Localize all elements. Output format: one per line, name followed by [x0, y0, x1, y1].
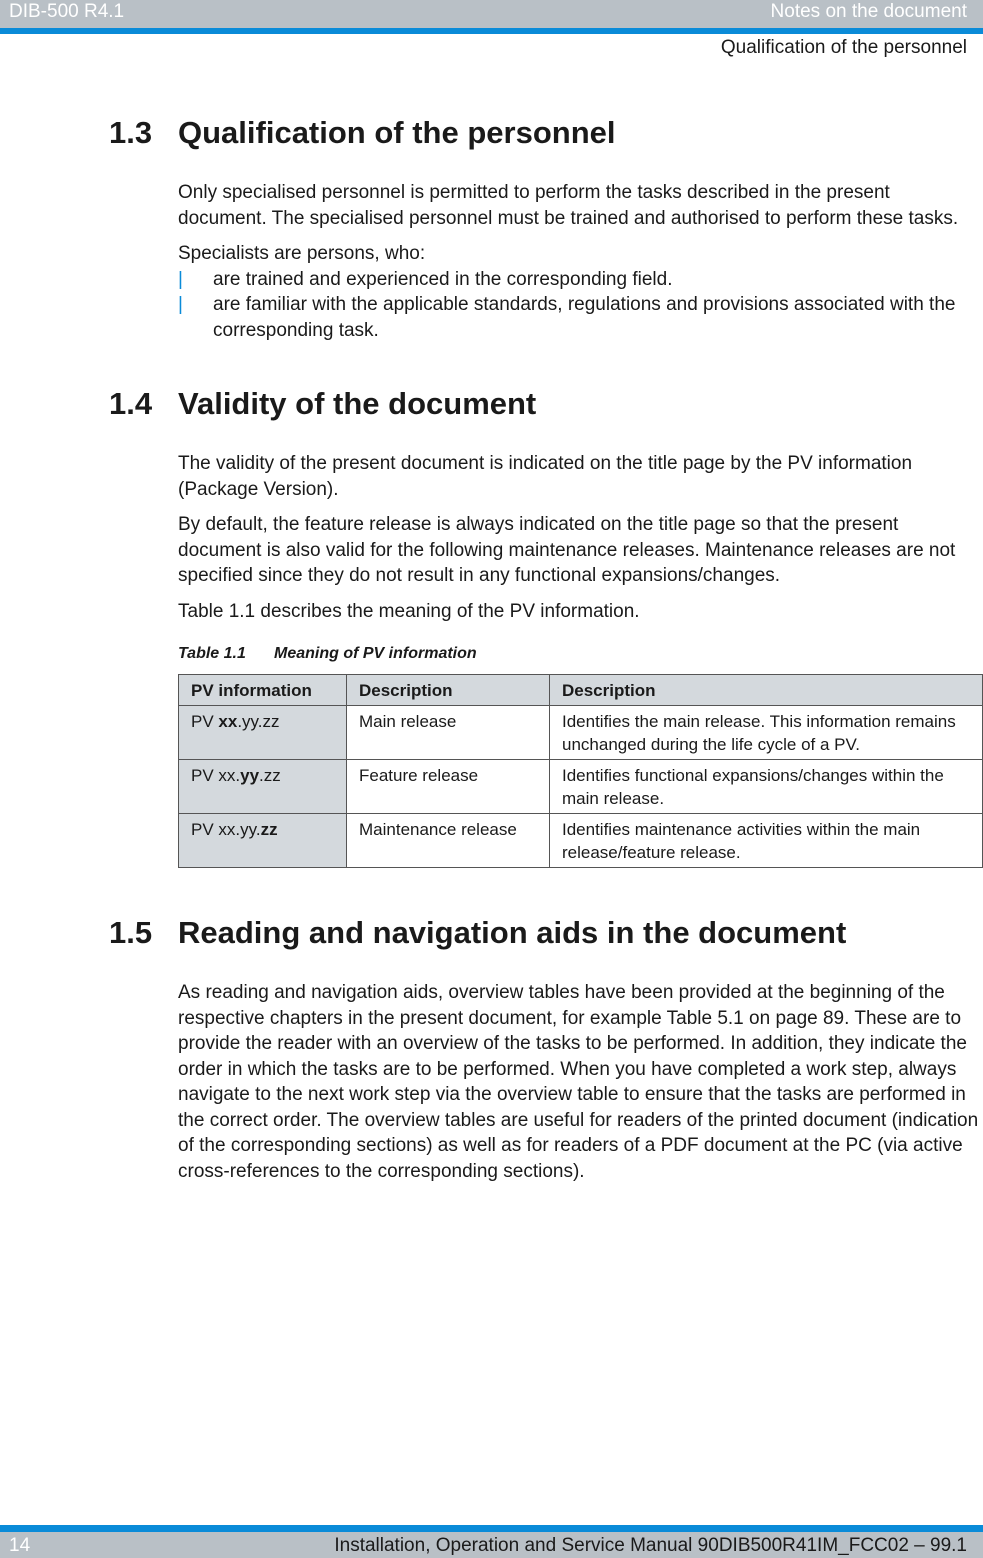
pv-suffix: .yy.zz: [237, 712, 280, 731]
release-cell: Main release: [347, 706, 550, 760]
list-item-text: are familiar with the applicable standards, regulations and provisions associated with the corresponding task.: [213, 294, 956, 341]
paragraph: Specialists are persons, who:: [178, 243, 426, 264]
section-heading-1-3: [109, 112, 979, 154]
list-item: [178, 292, 979, 343]
paragraph: Only specialised personnel is permitted to perform the tasks described in the present document. The specialised personnel must be trained and authorised to perform these tasks.: [178, 182, 959, 229]
table-caption: [178, 644, 979, 664]
bullet-bar-icon: |: [178, 268, 183, 290]
page-number: 14: [9, 1535, 31, 1556]
section-title: Validity of the document: [178, 386, 537, 421]
list-item: [178, 267, 979, 293]
section-heading-1-4: [109, 383, 979, 425]
bullet-bar-icon: |: [178, 294, 183, 315]
section-title: Reading and navigation aids in the document: [178, 915, 847, 950]
top-header-bar: [0, 0, 983, 34]
section-body-1-3: [178, 180, 979, 343]
paragraph: The validity of the present document is indicated on the title page by the PV information (Package Version).: [178, 453, 913, 500]
page-content: [109, 112, 979, 1184]
pv-cell: [179, 814, 347, 868]
pv-cell: [179, 760, 347, 814]
description-cell: Identifies functional expansions/changes within the main release.: [550, 760, 983, 814]
pv-prefix: PV xx.yy.: [191, 820, 261, 839]
column-header: Description: [550, 675, 983, 706]
section-body-1-5: [178, 980, 979, 1184]
paragraph: Table 1.1 describes the meaning of the PV information.: [178, 600, 640, 622]
table-header-row: [179, 675, 983, 706]
release-cell: Maintenance release: [347, 814, 550, 868]
footer-bar: [0, 1525, 983, 1558]
section-number: 1.4: [109, 386, 153, 421]
table-caption-number: Table 1.1: [178, 645, 246, 662]
chapter-title: Notes on the document: [770, 1, 967, 22]
pv-highlight: yy: [240, 766, 260, 785]
pv-prefix: PV xx.: [191, 766, 241, 785]
section-title: Qualification of the personnel: [178, 115, 616, 150]
pv-highlight: zz: [260, 820, 278, 839]
pv-highlight: xx: [218, 712, 238, 731]
section-body-1-4: [178, 451, 979, 868]
table-caption-title: Meaning of PV information: [274, 645, 477, 662]
footer-title: Installation, Operation and Service Manual 90DIB500R41IM_FCC02 – 99.1: [334, 1535, 967, 1556]
paragraph: By default, the feature release is always indicated on the title page so that the present document is also valid for the following maintenance releases. Maintenance releases are not specified since they do not result in any functional expansions/changes.: [178, 514, 956, 586]
paragraph: As reading and navigation aids, overview tables have been provided at the beginning of the respective chapters in the present document, for example Table 5.1 on page 89. These are to provide the reader with an overview of the tasks to be performed. In addition, they indicate the order in which the tasks are to be performed. When you have completed a work step, always navigate to the next work step via the overview table to ensure that the tasks are performed in the correct order. The overview tables are useful for readers of the printed document (indication of the corresponding sections) as well as for readers of a PDF document at the PC (via active cross-references to the corresponding sections).: [178, 982, 979, 1182]
description-cell: Identifies maintenance activities within the main release/feature release.: [550, 814, 983, 868]
section-number: 1.3: [109, 115, 153, 150]
description-cell: Identifies the main release. This information remains unchanged during the life cycle of a PV.: [550, 706, 983, 760]
column-header: PV information: [179, 675, 347, 706]
pv-information-table: [178, 674, 983, 868]
section-heading-1-5: [109, 912, 979, 954]
column-header: Description: [347, 675, 550, 706]
bullet-list: [178, 267, 979, 344]
section-number: 1.5: [109, 915, 153, 950]
list-item-text: are trained and experienced in the corresponding field.: [213, 268, 673, 290]
table-row: [179, 706, 983, 760]
release-cell: Feature release: [347, 760, 550, 814]
table-row: [179, 814, 983, 868]
pv-prefix: PV: [191, 712, 219, 731]
pv-cell: [179, 706, 347, 760]
pv-suffix: .zz: [259, 766, 281, 785]
section-running-title: Qualification of the personnel: [720, 37, 967, 58]
table-row: [179, 760, 983, 814]
document-id: DIB-500 R4.1: [9, 1, 125, 22]
